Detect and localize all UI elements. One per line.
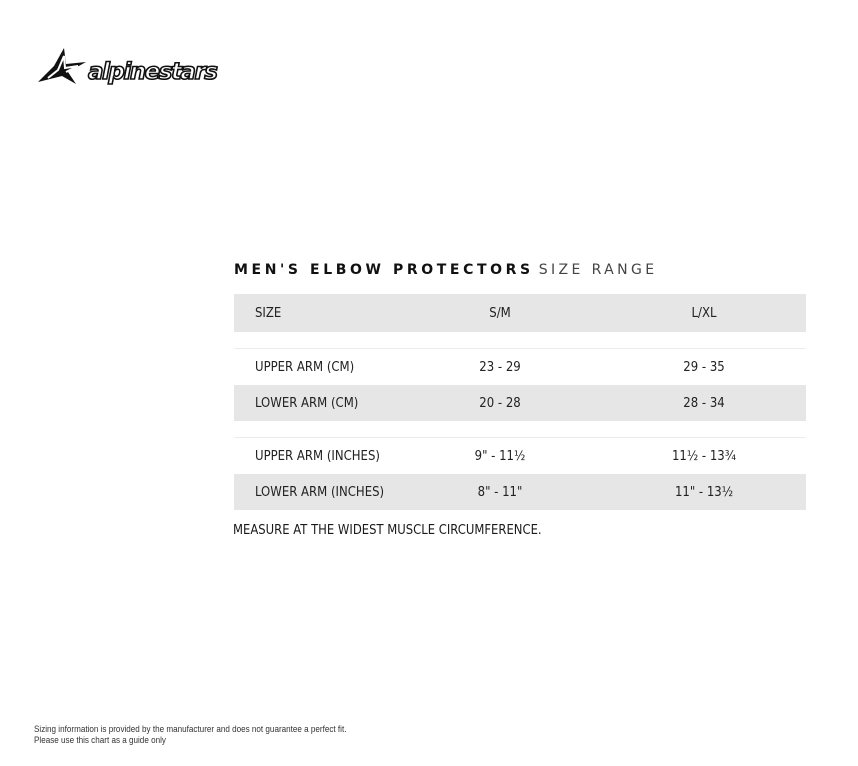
value-sm: 9" - 11½ bbox=[474, 448, 526, 464]
table-row bbox=[234, 385, 806, 421]
header-lxl: L/XL bbox=[691, 305, 717, 321]
value-sm: 20 - 28 bbox=[479, 395, 521, 411]
disclaimer bbox=[34, 724, 346, 746]
table-row bbox=[234, 474, 806, 510]
table-row bbox=[234, 349, 806, 385]
title-product: MEN'S ELBOW PROTECTORS bbox=[234, 262, 534, 278]
row-label: UPPER ARM (INCHES) bbox=[255, 448, 380, 464]
svg-text:alpinestars: alpinestars bbox=[88, 59, 217, 85]
header-size: SIZE bbox=[255, 305, 282, 321]
value-lxl: 29 - 35 bbox=[683, 359, 725, 375]
disclaimer-line-2: Please use this chart as a guide only bbox=[34, 735, 166, 745]
page-title bbox=[234, 262, 658, 278]
group-divider bbox=[234, 332, 806, 349]
header-sm: S/M bbox=[489, 305, 511, 321]
value-lxl: 11" - 13½ bbox=[674, 484, 734, 500]
alpinestars-logo bbox=[34, 42, 219, 88]
size-table bbox=[234, 294, 806, 510]
title-suffix: SIZE RANGE bbox=[538, 262, 658, 278]
row-label: LOWER ARM (CM) bbox=[255, 395, 359, 411]
value-lxl: 11½ - 13¾ bbox=[671, 448, 737, 464]
value-lxl: 28 - 34 bbox=[683, 395, 725, 411]
value-sm: 8" - 11" bbox=[477, 484, 523, 500]
disclaimer-line-1: Sizing information is provided by the manufacturer and does not guarantee a perfect fit. bbox=[34, 724, 347, 734]
row-label: UPPER ARM (CM) bbox=[255, 359, 355, 375]
value-sm: 23 - 29 bbox=[479, 359, 521, 375]
measurement-note: MEASURE AT THE WIDEST MUSCLE CIRCUMFERENCE. bbox=[233, 522, 542, 538]
table-row bbox=[234, 438, 806, 474]
row-label: LOWER ARM (INCHES) bbox=[255, 484, 385, 500]
group-divider bbox=[234, 421, 806, 438]
table-header-row bbox=[234, 294, 806, 332]
